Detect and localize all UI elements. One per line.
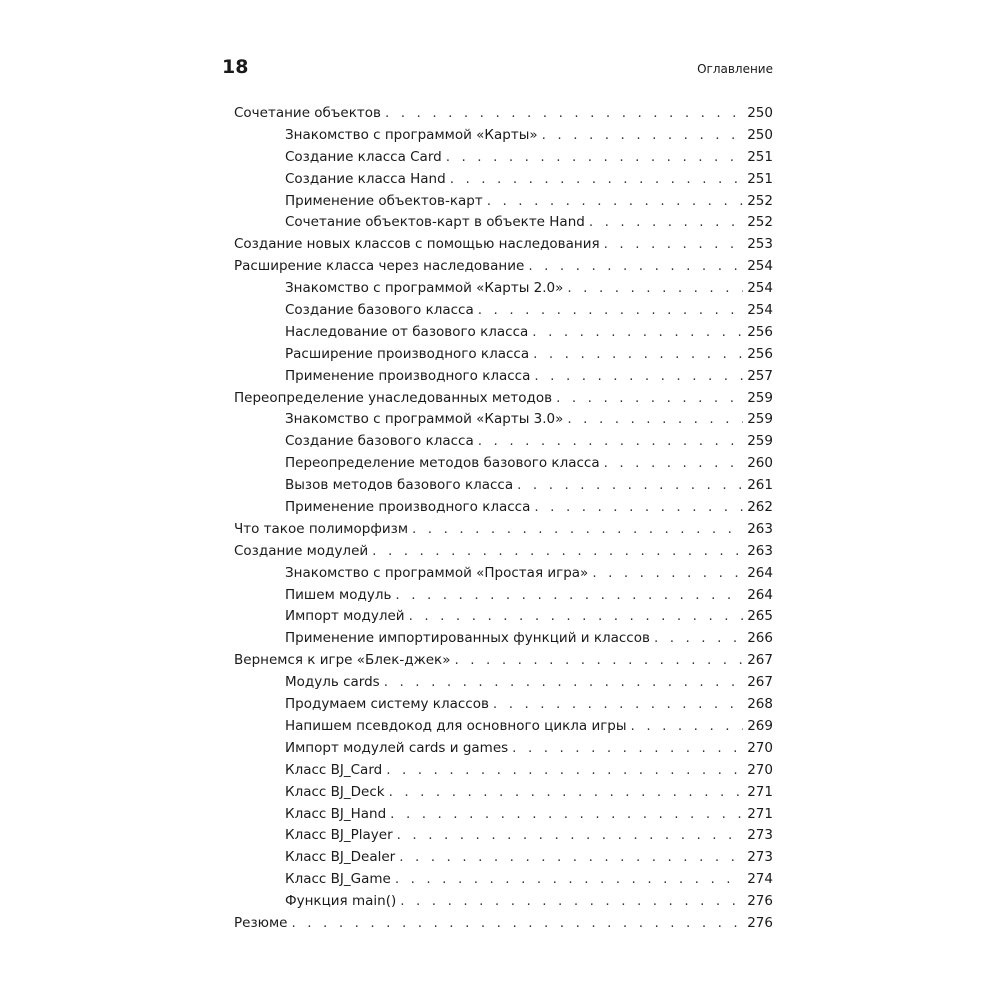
toc-dot-leader	[567, 409, 743, 431]
toc-entry	[234, 738, 773, 760]
toc-entry-title: Пишем модуль	[285, 586, 392, 603]
toc-entry-title: Продумаем систему классов	[285, 696, 489, 713]
toc-entry-page: 257	[747, 367, 773, 384]
toc-entry	[234, 278, 773, 300]
toc-dot-leader	[493, 694, 743, 716]
toc-entry-title: Вернемся к игре «Блек-джек»	[234, 652, 451, 669]
toc-entry-title: Сочетание объектов-карт в объекте Hand	[285, 214, 585, 231]
toc-entry-title: Знакомство с программой «Карты»	[285, 126, 538, 143]
toc-entry-title: Функция main()	[285, 893, 397, 910]
toc-entry-title: Создание базового класса	[285, 302, 474, 319]
toc-entry-page: 271	[747, 805, 773, 822]
toc-dot-leader	[450, 169, 744, 191]
toc-dot-leader	[446, 147, 744, 169]
toc-entry-title: Модуль cards	[285, 674, 380, 691]
toc-entry	[234, 716, 773, 738]
toc-entry-page: 271	[747, 783, 773, 800]
toc-entry-page: 256	[747, 323, 773, 340]
toc-entry-page: 267	[747, 674, 773, 691]
toc-entry-page: 273	[747, 827, 773, 844]
toc-entry-page: 264	[747, 564, 773, 581]
toc-entry-page: 267	[747, 652, 773, 669]
toc-entry-page: 259	[747, 389, 773, 406]
toc-entry	[234, 650, 773, 672]
toc-dot-leader	[397, 825, 744, 847]
table-of-contents	[234, 103, 773, 935]
toc-dot-leader	[592, 563, 743, 585]
toc-entry	[234, 694, 773, 716]
toc-entry-title: Создание класса Card	[285, 148, 442, 165]
toc-entry-page: 270	[747, 739, 773, 756]
toc-entry-title: Создание модулей	[234, 542, 369, 559]
toc-dot-leader	[384, 672, 744, 694]
toc-entry	[234, 541, 773, 563]
toc-entry	[234, 628, 773, 650]
toc-entry-page: 250	[747, 105, 773, 121]
toc-entry-page: 262	[747, 499, 773, 516]
page-number: 18	[222, 56, 249, 78]
toc-dot-leader	[631, 716, 744, 738]
toc-dot-leader	[528, 256, 743, 278]
toc-entry-title: Класс BJ_Card	[285, 761, 383, 778]
toc-dot-leader	[412, 519, 743, 541]
toc-entry-page: 263	[747, 542, 773, 559]
toc-dot-leader	[385, 103, 743, 125]
toc-dot-leader	[534, 366, 743, 388]
toc-dot-leader	[409, 606, 744, 628]
toc-dot-leader	[567, 278, 743, 300]
toc-entry-page: 265	[747, 608, 773, 625]
running-head: Оглавление	[697, 62, 773, 76]
toc-entry	[234, 344, 773, 366]
toc-dot-leader	[487, 191, 744, 213]
toc-entry-title: Резюме	[234, 914, 288, 931]
toc-entry	[234, 672, 773, 694]
toc-entry	[234, 519, 773, 541]
toc-entry-title: Импорт модулей	[285, 608, 405, 625]
toc-entry-page: 251	[747, 170, 773, 187]
toc-dot-leader	[389, 782, 744, 804]
toc-entry-title: Применение импортированных функций и классов	[285, 630, 650, 647]
toc-entry-title: Напишем псевдокод для основного цикла игры	[285, 717, 627, 734]
toc-entry	[234, 782, 773, 804]
toc-entry-page: 276	[747, 914, 773, 931]
toc-entry	[234, 125, 773, 147]
toc-entry-page: 268	[747, 696, 773, 713]
toc-entry-title: Что такое полиморфизм	[234, 520, 408, 537]
toc-entry-title: Сочетание объектов	[234, 105, 381, 121]
toc-entry	[234, 475, 773, 497]
toc-dot-leader	[478, 431, 743, 453]
toc-entry	[234, 847, 773, 869]
toc-entry-title: Наследование от базового класса	[285, 323, 529, 340]
toc-entry	[234, 913, 773, 935]
toc-entry-page: 260	[747, 455, 773, 472]
toc-entry-page: 274	[747, 871, 773, 888]
toc-entry	[234, 169, 773, 191]
toc-dot-leader	[517, 475, 743, 497]
toc-entry-title: Применение производного класса	[285, 367, 531, 384]
toc-entry-page: 253	[747, 236, 773, 253]
toc-entry	[234, 234, 773, 256]
toc-entry-title: Знакомство с программой «Карты 3.0»	[285, 411, 564, 428]
toc-dot-leader	[556, 388, 743, 410]
toc-entry-page: 256	[747, 345, 773, 362]
toc-entry	[234, 300, 773, 322]
toc-entry-title: Расширение производного класса	[285, 345, 530, 362]
toc-entry-title: Знакомство с программой «Карты 2.0»	[285, 280, 564, 297]
toc-entry	[234, 497, 773, 519]
toc-entry-page: 254	[747, 280, 773, 297]
toc-entry-page: 252	[747, 192, 773, 209]
toc-entry-page: 269	[747, 717, 773, 734]
toc-entry	[234, 147, 773, 169]
toc-entry-page: 276	[747, 893, 773, 910]
toc-dot-leader	[400, 891, 743, 913]
toc-dot-leader	[589, 212, 743, 234]
toc-entry	[234, 760, 773, 782]
toc-dot-leader	[291, 913, 743, 935]
toc-dot-leader	[542, 125, 744, 147]
toc-entry-page: 252	[747, 214, 773, 231]
toc-entry	[234, 212, 773, 234]
toc-dot-leader	[478, 300, 743, 322]
toc-dot-leader	[533, 344, 743, 366]
toc-entry-title: Класс BJ_Dealer	[285, 849, 396, 866]
toc-entry-title: Переопределение методов базового класса	[285, 455, 600, 472]
toc-entry-page: 266	[747, 630, 773, 647]
toc-entry-title: Применение производного класса	[285, 499, 531, 516]
toc-entry	[234, 585, 773, 607]
toc-entry-title: Класс BJ_Hand	[285, 805, 387, 822]
toc-entry	[234, 869, 773, 891]
toc-dot-leader	[390, 804, 743, 826]
toc-entry-title: Переопределение унаследованных методов	[234, 389, 553, 406]
toc-entry-page: 259	[747, 433, 773, 450]
toc-entry-title: Вызов методов базового класса	[285, 477, 514, 494]
toc-entry	[234, 191, 773, 213]
toc-dot-leader	[512, 738, 743, 760]
toc-entry	[234, 103, 773, 125]
toc-entry-page: 254	[747, 302, 773, 319]
toc-dot-leader	[386, 760, 743, 782]
toc-entry	[234, 256, 773, 278]
toc-entry	[234, 891, 773, 913]
toc-entry-title: Создание новых классов с помощью наследования	[234, 236, 600, 253]
toc-entry-page: 264	[747, 586, 773, 603]
toc-dot-leader	[372, 541, 743, 563]
toc-entry	[234, 804, 773, 826]
toc-entry	[234, 563, 773, 585]
toc-entry-title: Создание базового класса	[285, 433, 474, 450]
toc-entry-page: 250	[747, 126, 773, 143]
toc-entry	[234, 322, 773, 344]
toc-entry	[234, 388, 773, 410]
toc-entry	[234, 606, 773, 628]
toc-entry-title: Применение объектов-карт	[285, 192, 483, 209]
toc-entry-title: Создание класса Hand	[285, 170, 446, 187]
toc-dot-leader	[654, 628, 743, 650]
toc-entry-title: Класс BJ_Deck	[285, 783, 385, 800]
toc-entry-title: Класс BJ_Game	[285, 871, 391, 888]
toc-entry	[234, 366, 773, 388]
toc-entry-title: Класс BJ_Player	[285, 827, 393, 844]
toc-entry-page: 273	[747, 849, 773, 866]
toc-dot-leader	[395, 869, 743, 891]
toc-dot-leader	[604, 234, 744, 256]
toc-entry-page: 259	[747, 411, 773, 428]
toc-dot-leader	[604, 453, 744, 475]
toc-entry-page: 263	[747, 520, 773, 537]
toc-dot-leader	[454, 650, 743, 672]
toc-entry-title: Знакомство с программой «Простая игра»	[285, 564, 589, 581]
toc-dot-leader	[399, 847, 743, 869]
toc-entry	[234, 825, 773, 847]
toc-entry	[234, 431, 773, 453]
toc-entry-page: 261	[747, 477, 773, 494]
toc-dot-leader	[534, 497, 743, 519]
toc-entry-page: 254	[747, 258, 773, 275]
toc-entry	[234, 453, 773, 475]
toc-entry-page: 251	[747, 148, 773, 165]
toc-entry-page: 270	[747, 761, 773, 778]
toc-dot-leader	[532, 322, 743, 344]
toc-dot-leader	[395, 585, 743, 607]
toc-entry-title: Расширение класса через наследование	[234, 258, 525, 275]
toc-entry-title: Импорт модулей cards и games	[285, 739, 509, 756]
toc-entry	[234, 409, 773, 431]
